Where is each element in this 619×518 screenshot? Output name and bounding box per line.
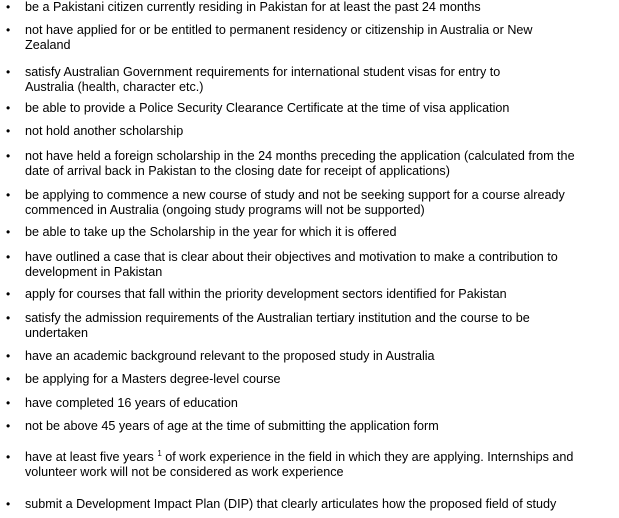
bullet-icon: • xyxy=(6,225,11,239)
list-item-text: not hold another scholarship xyxy=(25,124,184,138)
list-item-text: satisfy the admission requirements of the Australian tertiary institution and the course to be undertaken xyxy=(25,311,530,340)
bullet-icon: • xyxy=(6,349,11,363)
bullet-icon: • xyxy=(6,65,11,79)
list-item-text: be able to take up the Scholarship in the year for which it is offered xyxy=(25,225,397,239)
list-item-text: be a Pakistani citizen currently residing in Pakistan for at least the past 24 months xyxy=(25,0,481,14)
list-item-text: not have held a foreign scholarship in the 24 months preceding the application (calculated from the date of arrival back in Pakistan to the closing date for receipt of applications) xyxy=(25,149,575,178)
list-item-text: have at least five years $^1$ of work experience in the field in which they are applying. Internships and volunteer work will not be considered as work experience xyxy=(25,449,574,479)
bullet-icon: • xyxy=(6,450,11,464)
bullet-icon: • xyxy=(6,23,11,37)
list-item-text: have an academic background relevant to the proposed study in Australia xyxy=(25,349,435,363)
bullet-icon: • xyxy=(6,419,11,433)
bullet-icon: • xyxy=(6,311,11,325)
list-item-text: be applying to commence a new course of study and not be seeking support for a course already commenced in Australia (ongoing study programs will not be supported) xyxy=(25,188,565,217)
list-item-text: not have applied for or be entitled to permanent residency or citizenship in Australia or New Zealand xyxy=(25,23,533,52)
list-item-text: satisfy Australian Government requirements for international student visas for entry to Australia (health, character etc.) xyxy=(25,65,501,94)
bullet-icon: • xyxy=(6,124,11,138)
bullet-icon: • xyxy=(6,250,11,264)
bullet-icon: • xyxy=(6,188,11,202)
footnote-marker: 1 xyxy=(157,449,162,458)
bullet-icon: • xyxy=(6,396,11,410)
list-item-text: not be above 45 years of age at the time of submitting the application form xyxy=(25,419,439,433)
bullet-icon: • xyxy=(6,372,11,386)
bullet-icon: • xyxy=(6,149,11,163)
list-item-text: be applying for a Masters degree-level course xyxy=(25,372,281,386)
list-item-text: submit a Development Impact Plan (DIP) that clearly articulates how the proposed field of study xyxy=(25,497,557,511)
list-item-text: have completed 16 years of education xyxy=(25,396,238,410)
bullet-icon: • xyxy=(6,497,11,511)
bullet-icon: • xyxy=(6,0,11,14)
list-item-text: be able to provide a Police Security Clearance Certificate at the time of visa application xyxy=(25,101,510,115)
list-item-text: have outlined a case that is clear about their objectives and motivation to make a contribution to development in Pakistan xyxy=(25,250,558,279)
bullet-icon: • xyxy=(6,101,11,115)
bullet-icon: • xyxy=(6,287,11,301)
list-item-text: apply for courses that fall within the priority development sectors identified for Pakistan xyxy=(25,287,507,301)
